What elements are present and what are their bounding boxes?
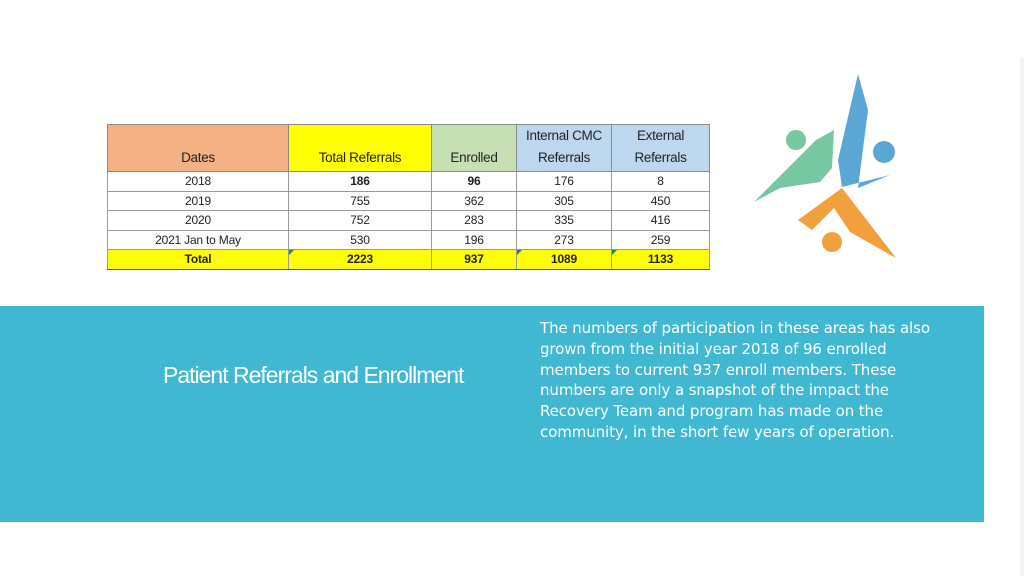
error-flag-icon	[517, 250, 522, 255]
cell-enrolled: 96	[432, 172, 517, 192]
cell-total-referrals: 186	[289, 172, 432, 192]
cell-enrolled-sum: 937	[432, 250, 517, 270]
total-referrals-sum-value: 2223	[347, 252, 373, 267]
cell-total-label: Total	[108, 250, 289, 270]
recovery-team-logo-icon	[750, 70, 910, 265]
internal-sum-value: 1089	[551, 252, 577, 267]
cell-enrolled: 362	[432, 191, 517, 211]
table-row	[108, 230, 710, 250]
table-header-row	[108, 125, 710, 172]
header-external-line2: Referrals	[634, 150, 687, 165]
logo-blue-head	[873, 141, 895, 163]
error-flag-icon	[289, 250, 294, 255]
header-internal-cmc-referrals	[517, 125, 612, 172]
cell-enrolled: 283	[432, 211, 517, 231]
cell-external: 259	[612, 230, 710, 250]
description-paragraph: The numbers of participation in these areas has also grown from the initial year 2018 of 96 enrolled members to current 937 enroll members. These numbers are only a snapshot of the impact the Recovery Team and program has made on the community, in the short few years of operation.	[540, 319, 930, 441]
header-dates: Dates	[108, 125, 289, 172]
cell-total-referrals: 530	[289, 230, 432, 250]
section-title: Patient Referrals and Enrollment	[163, 362, 464, 388]
table-row	[108, 211, 710, 231]
slide-edge	[1020, 58, 1024, 576]
logo-blue-arm	[838, 74, 890, 188]
cell-internal: 273	[517, 230, 612, 250]
cell-total-referrals: 752	[289, 211, 432, 231]
header-internal-line1: Internal CMC	[526, 128, 602, 143]
header-external-referrals	[612, 125, 710, 172]
table-total-row	[108, 250, 710, 270]
header-enrolled: Enrolled	[432, 125, 517, 172]
cell-date: 2020	[108, 211, 289, 231]
header-total-referrals: Total Referrals	[289, 125, 432, 172]
logo-orange-head	[822, 232, 842, 252]
logo-green-head	[786, 130, 806, 150]
cell-total-referrals-sum	[289, 250, 432, 270]
cell-enrolled: 196	[432, 230, 517, 250]
cell-internal: 305	[517, 191, 612, 211]
referrals-table	[107, 124, 710, 270]
cell-external: 450	[612, 191, 710, 211]
cell-date: 2018	[108, 172, 289, 192]
cell-total-referrals: 755	[289, 191, 432, 211]
cell-external-sum	[612, 250, 710, 270]
external-sum-value: 1133	[647, 252, 674, 267]
table-row	[108, 191, 710, 211]
cell-date: 2021 Jan to May	[108, 230, 289, 250]
cell-internal: 176	[517, 172, 612, 192]
referrals-table-image	[107, 124, 709, 270]
header-external-line1: External	[636, 128, 685, 143]
logo-orange-arm	[798, 188, 896, 258]
cell-internal: 335	[517, 211, 612, 231]
table-row	[108, 172, 710, 192]
cell-external: 416	[612, 211, 710, 231]
header-internal-line2: Referrals	[537, 150, 591, 165]
cell-internal-sum	[517, 250, 612, 270]
cell-date: 2019	[108, 191, 289, 211]
error-flag-icon	[612, 250, 617, 255]
cell-external: 8	[612, 172, 710, 192]
